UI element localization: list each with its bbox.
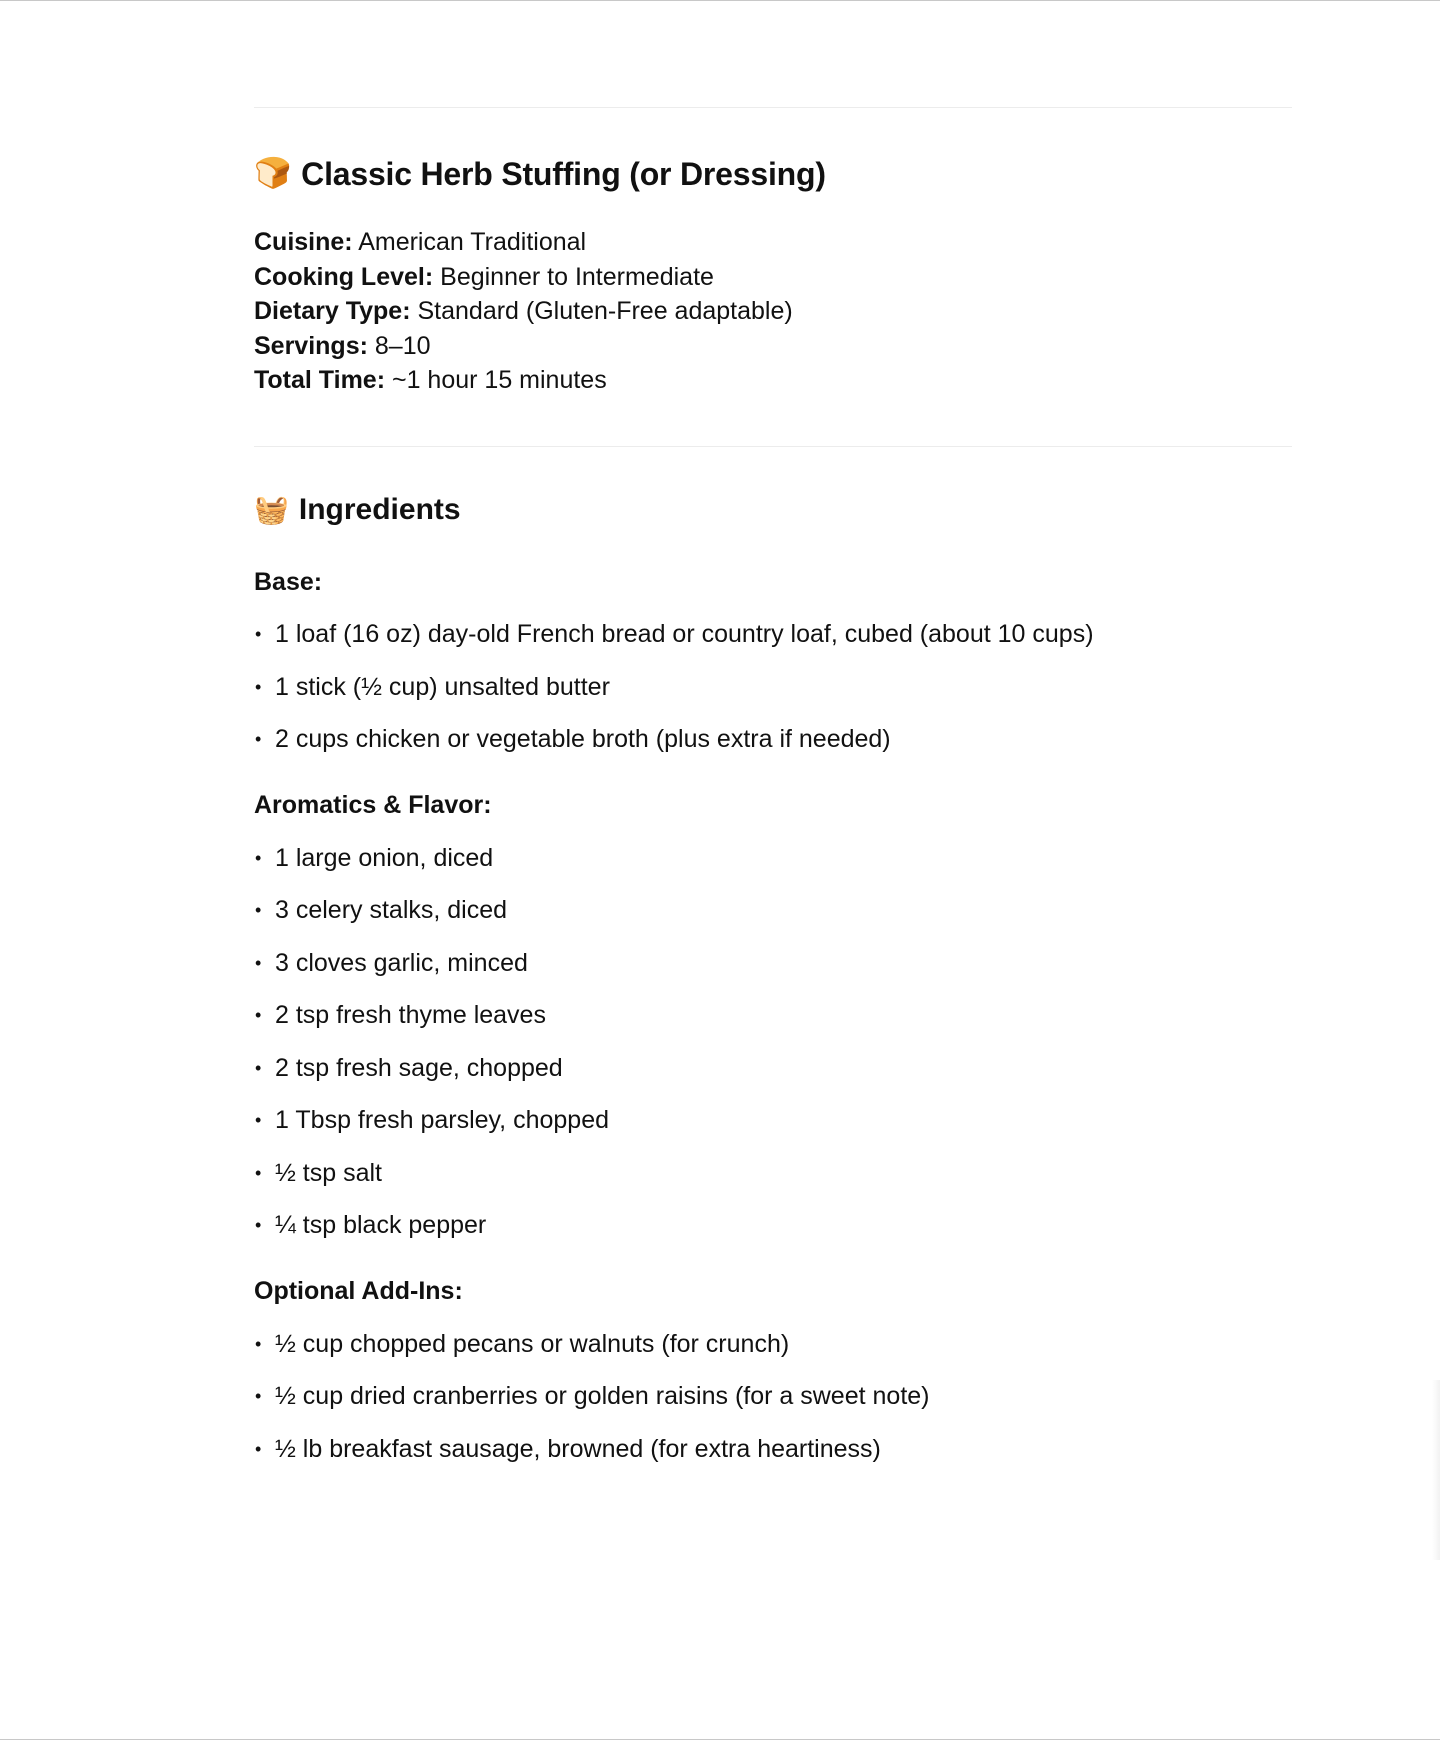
meta-dietary-type — [254, 294, 1292, 329]
group-heading-aromatics: Aromatics & Flavor: — [254, 791, 492, 819]
bullet-icon: • — [255, 1333, 262, 1354]
meta-label: Cuisine: — [254, 228, 353, 256]
recipe-meta — [254, 225, 1292, 398]
bullet-icon: • — [255, 1057, 262, 1078]
bullet-icon: • — [255, 847, 262, 868]
meta-label: Total Time: — [254, 366, 386, 394]
top-divider — [254, 107, 1292, 108]
ingredient-item — [254, 1156, 1292, 1190]
ingredient-item — [254, 1051, 1292, 1085]
meta-value: 8–10 — [374, 331, 431, 360]
ingredient-text: ½ cup dried cranberries or golden raisins (for a sweet note) — [275, 1382, 930, 1410]
ingredient-item — [254, 722, 1292, 756]
ingredient-item — [254, 1379, 1292, 1413]
group-heading-base: Base: — [254, 567, 323, 596]
meta-label: Cooking Level: — [254, 262, 434, 291]
bullet-icon: • — [255, 1438, 262, 1459]
meta-value: Standard (Gluten-Free adaptable) — [417, 297, 793, 325]
bullet-icon: • — [255, 1162, 262, 1183]
ingredient-list-aromatics — [254, 841, 1292, 1243]
ingredient-item — [254, 1327, 1292, 1361]
bullet-icon: • — [255, 952, 262, 973]
meta-value: American Traditional — [358, 228, 587, 256]
bullet-icon: • — [255, 1386, 262, 1406]
ingredients-heading-text: Ingredients — [298, 492, 461, 526]
ingredient-item — [254, 617, 1292, 651]
basket-icon: 🧺 — [254, 493, 289, 525]
meta-total-time — [254, 363, 1292, 398]
ingredient-text: 3 cloves garlic, minced — [275, 948, 528, 977]
scroll-edge-shadow — [1432, 1380, 1440, 1560]
ingredient-list-base — [254, 617, 1292, 756]
ingredient-text: 3 celery stalks, diced — [275, 896, 508, 924]
meta-value: ~1 hour 15 minutes — [391, 366, 607, 394]
ingredient-item — [254, 1103, 1292, 1137]
bread-icon: 🍞 — [254, 157, 292, 190]
ingredients-heading — [254, 491, 1292, 529]
bullet-icon: • — [255, 729, 262, 749]
ingredient-text: ½ lb breakfast sausage, browned (for extra heartiness) — [275, 1434, 881, 1463]
ingredient-list-optional — [254, 1327, 1292, 1466]
ingredient-text: 2 tsp fresh sage, chopped — [275, 1053, 563, 1082]
ingredient-text: ½ tsp salt — [275, 1158, 382, 1187]
ingredient-text: ½ cup chopped pecans or walnuts (for crunch) — [275, 1329, 790, 1358]
ingredient-item — [254, 893, 1292, 927]
recipe-title-text: Classic Herb Stuffing (or Dressing) — [301, 156, 826, 192]
recipe-document — [254, 0, 1292, 1466]
ingredient-item — [254, 1432, 1292, 1466]
ingredient-text: 1 large onion, diced — [275, 843, 494, 872]
bullet-icon: • — [255, 900, 262, 920]
ingredient-item — [254, 1208, 1292, 1242]
meta-label: Dietary Type: — [254, 297, 411, 325]
bullet-icon: • — [255, 1110, 262, 1130]
bullet-icon: • — [255, 1005, 262, 1025]
ingredient-text: 2 tsp fresh thyme leaves — [275, 1001, 546, 1029]
meta-cuisine — [254, 225, 1292, 260]
meta-value: Beginner to Intermediate — [440, 262, 714, 291]
meta-cooking-level — [254, 260, 1292, 295]
ingredient-item — [254, 998, 1292, 1032]
bullet-icon: • — [255, 624, 262, 644]
ingredient-item — [254, 670, 1292, 704]
bullet-icon: • — [255, 676, 262, 697]
group-heading-optional: Optional Add-Ins: — [254, 1277, 463, 1305]
meta-label: Servings: — [254, 331, 368, 360]
bullet-icon: • — [255, 1215, 262, 1235]
ingredient-text: 1 stick (½ cup) unsalted butter — [275, 672, 610, 701]
ingredient-text: ¼ tsp black pepper — [275, 1211, 487, 1239]
ingredient-text: 1 Tbsp fresh parsley, chopped — [275, 1106, 609, 1134]
ingredient-item — [254, 841, 1292, 875]
ingredient-item — [254, 946, 1292, 980]
recipe-title — [254, 154, 1292, 194]
section-divider — [254, 446, 1292, 447]
meta-servings — [254, 329, 1292, 364]
ingredient-text: 1 loaf (16 oz) day-old French bread or country loaf, cubed (about 10 cups) — [275, 620, 1094, 648]
ingredient-text: 2 cups chicken or vegetable broth (plus extra if needed) — [275, 725, 891, 753]
